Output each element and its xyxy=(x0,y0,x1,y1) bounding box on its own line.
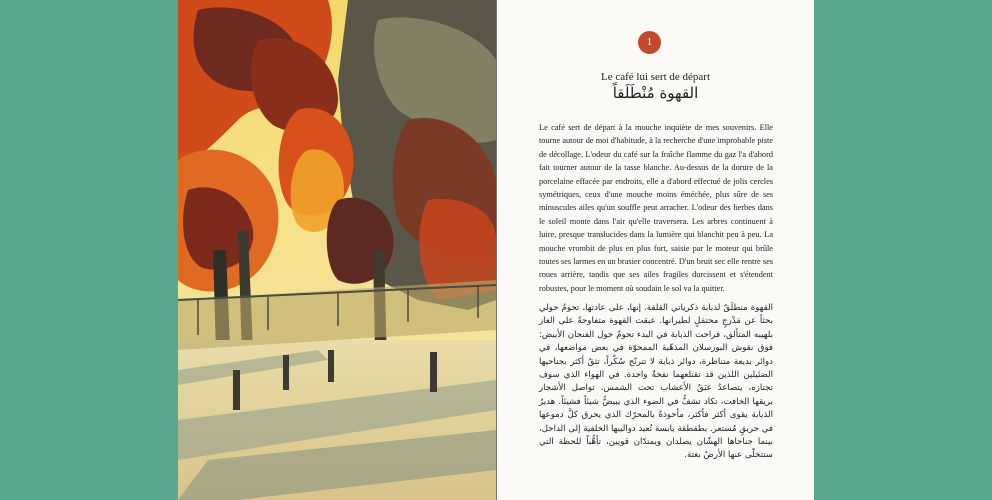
painting-illustration xyxy=(178,0,497,500)
chapter-title-french: Le café lui sert de départ xyxy=(600,71,711,83)
body-text-arabic: القهوة منطلَقٌ لذبابة ذكرياتي القلقة. إنها، على عادتها، تحومُ حولي بحثاً عن مَدْرجٍ محتمَلٍ لطيرانها. عبقت القهوة متفاوحةً على الغاز بلهيبه المتألق، فراحت الذبابة في البدء تحومُ حول الفنجان الأبيض: فوق نقوش البورسلان المذهّبة الممحوّة في بعض مواضعها، في دوائر بديعة متناظرة، دوائر ذبابة لا تترنّح سُكْراً، تثقُ أكثر بجناحيها الضئيلين اللذين قد تقتلعهما نفخةٌ واحدة. في الهواء الذي سوف تجتازه، يتصاعدُ عبَقُ الأعشاب تحت الشمس. تواصل الأشجار بريقها الخافت، تكاد تشفُّ في الضوء الذي يبيضُّ شيئاً فشيئاً. هديرُ الذبابة يقوى أكثر فأكثر، مأخوذةً بالمحرّك الذي يحرق كلَّ دموعها في حريقٍ مُستعر. بطقطقة يابسة تُعيد دواليبها الخلفية إلى الداخل، بينما جناحاها الهشّان يصلدان ويمتدّان قويين، تأهُّباً للحظة التي ستتخلّى عنها الأرضُ بغتة. xyxy=(539,303,773,461)
chapter-number-badge: 1 xyxy=(638,31,661,54)
book-spread xyxy=(178,0,814,500)
body-text-french: Le café sert de départ à la mouche inquiète de mes souvenirs. Elle tourne autour de moi d'habitude, à la recherche d'une improbable piste de décollage. L'odeur du café sur la fraîche flamme du gaz l'a d'abord fait tourner autour de la tasse blanche. Au-dessus de la dorure de la porcelaine effacée par endroits, elle a d'abord effectué de jolis cercles symétriques, ceux d'une mouche moins éméchée, plus sûre de ses minuscules ailes qu'un souffle peut arracher. L'odeur des herbes dans le soleil monte dans l'air qu'elle traversera. Les arbres continuent à luire, presque translucides dans la lumière qui blanchit peu à peu. La mouche vrombit de plus en plus fort, saisie par le moteur qui brûle toutes ses larmes en un brasier concentré. D'un bruit sec elle rentre ses roues arrière, tandis que ses ailes fragiles durcissent et s'étendent robustes, pour le moment où soudain le sol va la quitter. xyxy=(539,123,773,293)
chapter-title-arabic: القهوة مُنْطَلَقاً xyxy=(612,84,699,102)
text-page xyxy=(497,0,814,500)
